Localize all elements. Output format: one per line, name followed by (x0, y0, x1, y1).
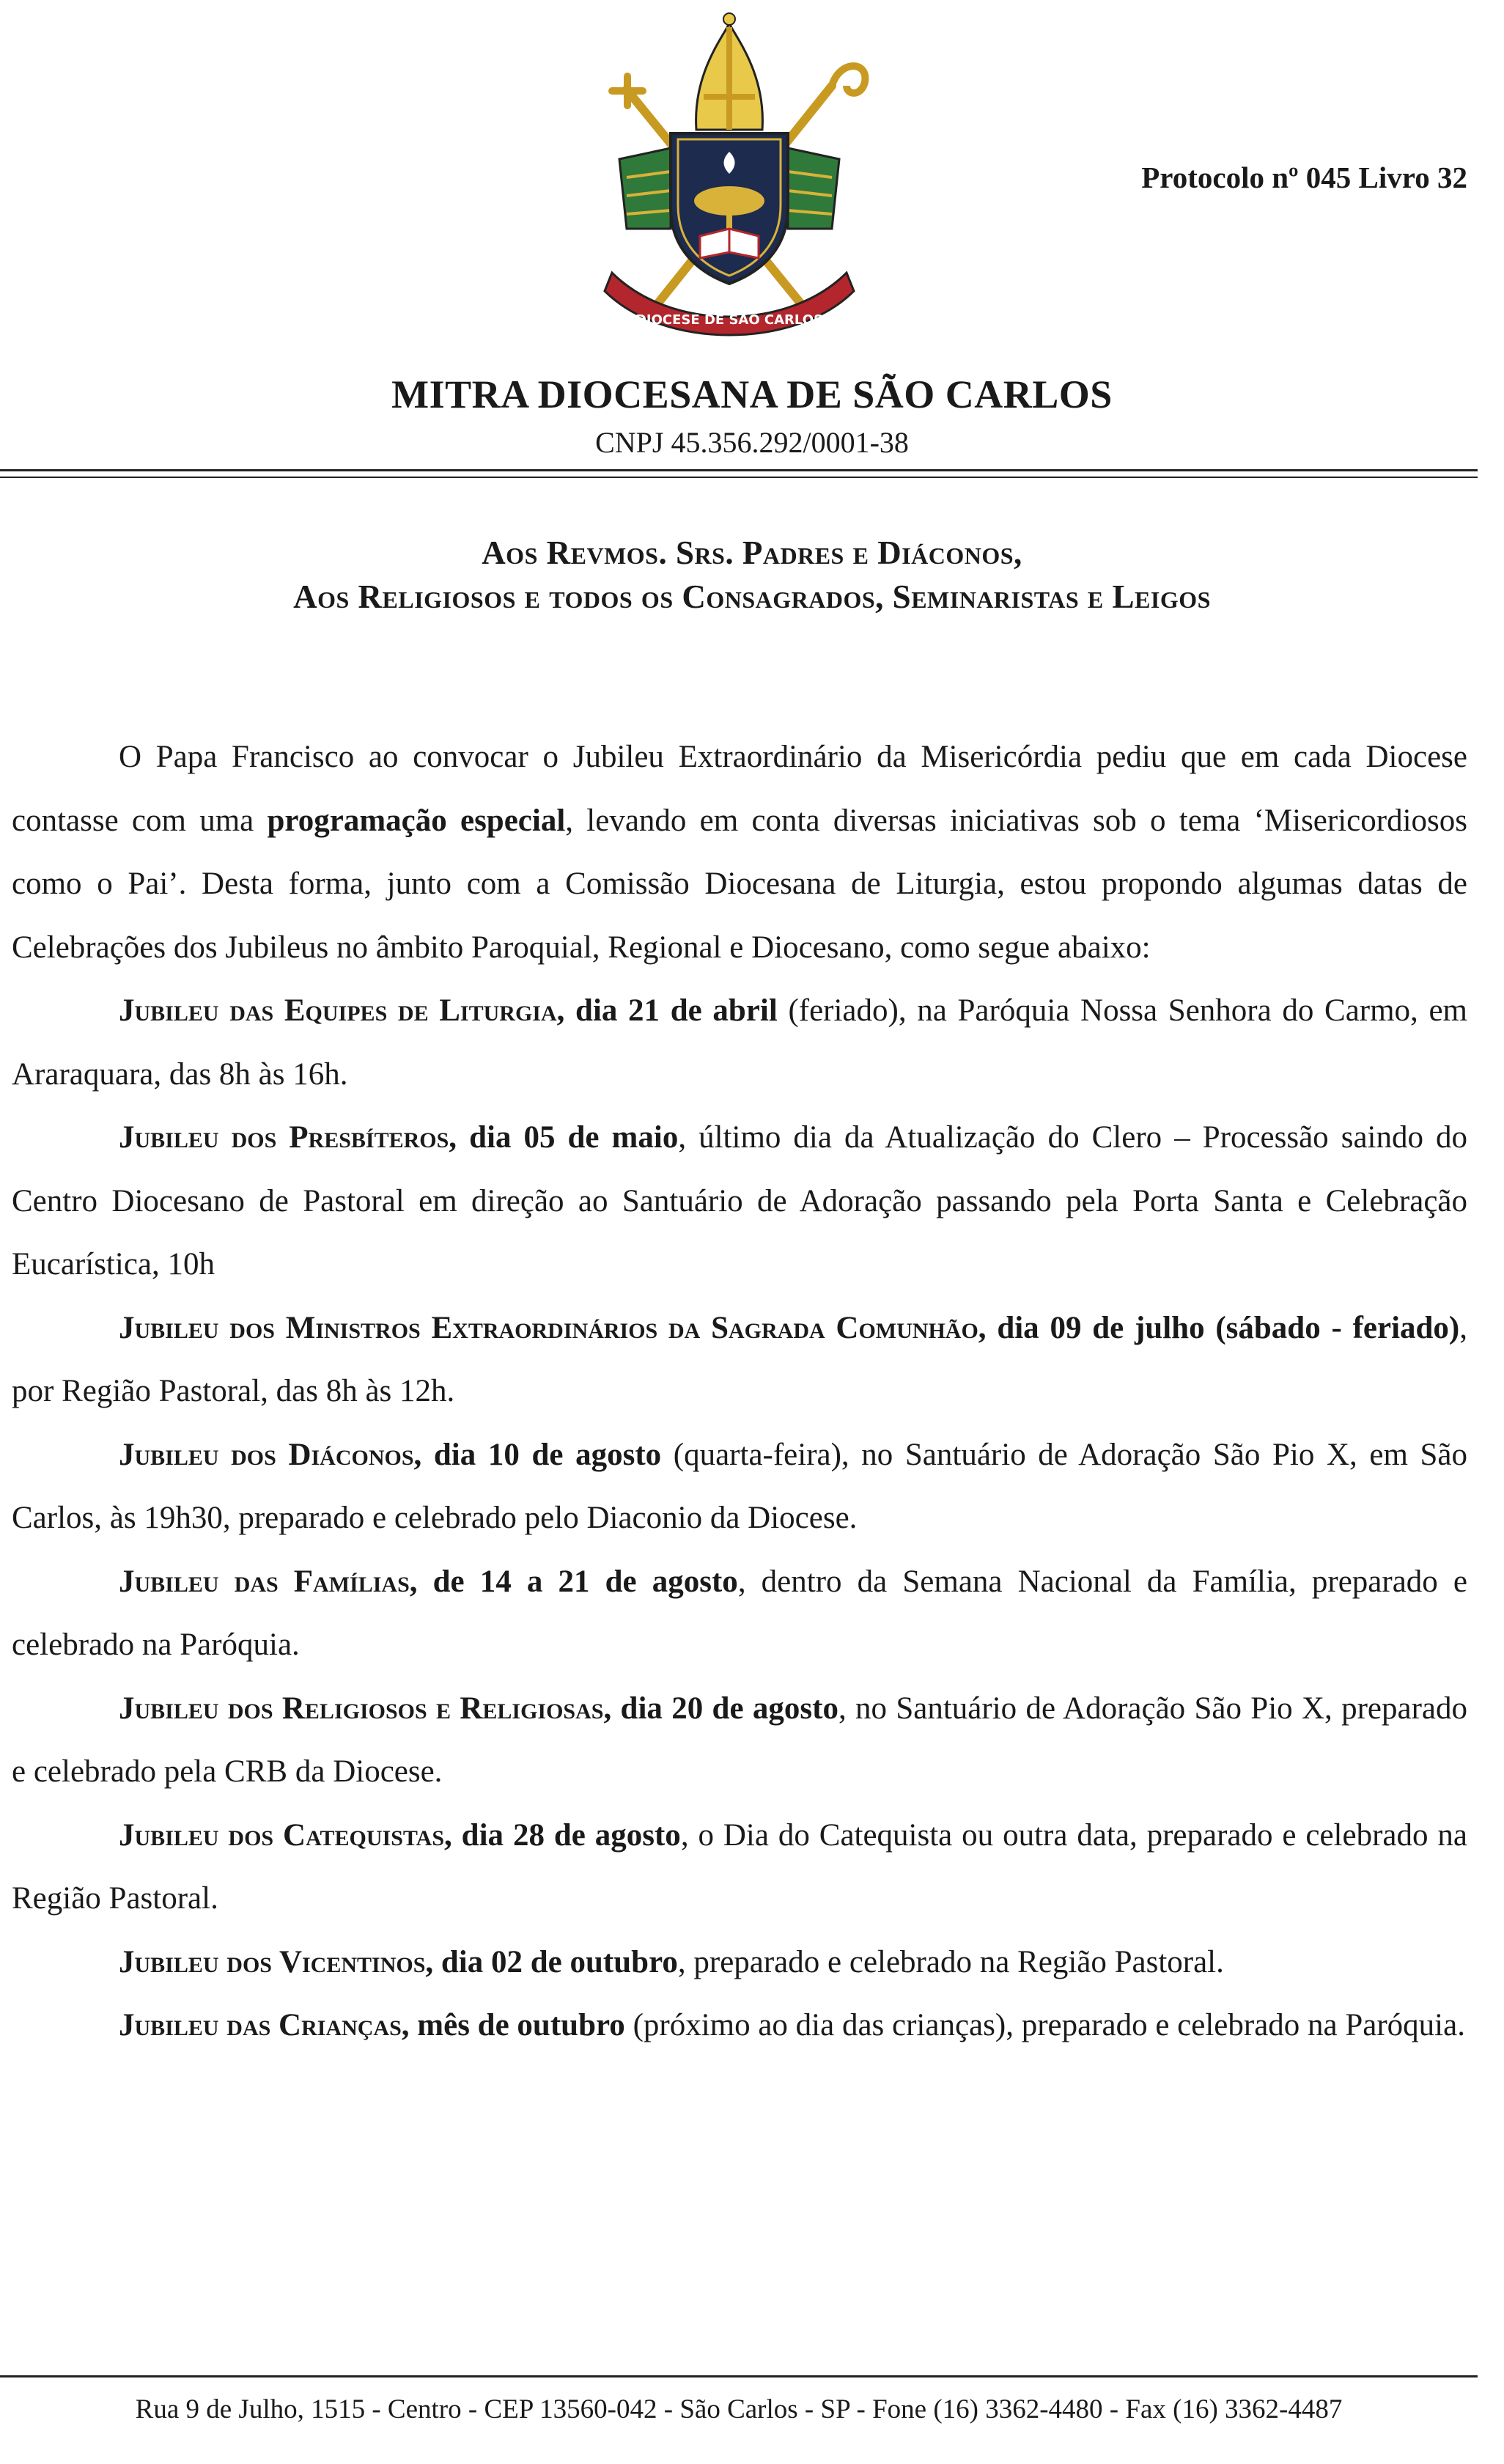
crest-ribbon-text: DIOCESE DE SÃO CARLOS (635, 312, 824, 328)
cnpj-number: CNPJ 45.356.292/0001-38 (595, 426, 909, 459)
jubilee-item (12, 1931, 1467, 1995)
jubilee-name: Jubileu dos Diáconos, (119, 1437, 422, 1472)
jubilee-item (12, 1424, 1467, 1551)
jubilee-item (12, 1994, 1467, 2058)
jubilee-date: dia 21 de abril (564, 993, 778, 1028)
addressee-line-2: Aos Religiosos e todos os Consagrados, Seminaristas e Leigos (293, 578, 1211, 615)
letter-body (12, 726, 1467, 2058)
jubilee-details: , preparado e celebrado na Região Pastoral. (677, 1944, 1224, 1979)
jubilee-date: dia 20 de agosto (611, 1691, 838, 1726)
jubilee-details: , o Dia do Catequista ou outra data, preparado e celebrado na Região Pastoral. (12, 1817, 1467, 1916)
jubilee-name: Jubileu dos Vicentinos, (119, 1944, 434, 1979)
intro-text-1: O Papa Francisco ao convocar o Jubileu Extraordinário da Misericórdia pediu que em cada Diocese contasse com uma (12, 740, 1467, 838)
intro-paragraph (12, 726, 1467, 979)
jubilee-date: de 14 a 21 de agosto (417, 1564, 738, 1599)
jubilee-details: (quarta-feira), no Santuário de Adoração São Pio X, em São Carlos, às 19h30, preparado e celebrado pelo Diaconio da Diocese. (12, 1437, 1468, 1535)
jubilee-item (12, 1677, 1467, 1804)
jubilee-date: dia 05 de maio (457, 1120, 679, 1155)
jubilee-name: Jubileu dos Ministros Extraordinários da Sagrada Comunhão, (119, 1310, 987, 1345)
jubilee-details: , dentro da Semana Nacional da Família, preparado e celebrado na Paróquia. (12, 1564, 1467, 1662)
jubilee-item (12, 979, 1467, 1106)
jubilee-item (12, 1106, 1467, 1297)
jubilee-date: mês de outubro (409, 2008, 625, 2042)
jubilee-details: , último dia da Atualização do Clero – Processão saindo do Centro Diocesano de Pastoral em direção ao Santuário de Adoração passando pela Porta Santa e Celebração Eucarística, 10h (12, 1120, 1468, 1281)
intro-text-2: , levando em conta diversas iniciativas sob o tema ‘Misericordiosos como o Pai’. Desta forma, junto com a Comissão Diocesana de Liturgia, estou propondo algumas datas de Celebrações dos Jubileus no âmbito Paroquial, Regional e Diocesano, como segue abaixo: (12, 803, 1467, 965)
addressee-line-1: Aos Revmos. Srs. Padres e Diáconos, (482, 534, 1022, 571)
jubilee-date: dia 28 de agosto (451, 1817, 681, 1853)
footer-address: Rua 9 de Julho, 1515 - Centro - CEP 13560-042 - São Carlos - SP - Fone (16) 3362-4480 - Fax (16) 3362-4487 (135, 2394, 1343, 2424)
jubilee-name: Jubileu das Crianças, (119, 2008, 410, 2042)
header-divider-inner (0, 477, 1478, 478)
jubilee-details: , por Região Pastoral, das 8h às 12h. (12, 1310, 1467, 1408)
jubilee-name: Jubileu das Famílias, (119, 1564, 418, 1599)
jubilee-date: dia 02 de outubro (433, 1944, 678, 1979)
page-title: MITRA DIOCESANA DE SÃO CARLOS (391, 372, 1113, 416)
diocese-crest-icon (583, 9, 876, 342)
jubilee-item (12, 1297, 1467, 1424)
jubilee-name: Jubileu dos Catequistas, (119, 1817, 452, 1853)
protocol-number: Protocolo nº 045 Livro 32 (1141, 161, 1467, 194)
jubilee-date: dia 09 de julho (sábado - feriado) (986, 1310, 1460, 1345)
jubilee-item (12, 1804, 1467, 1931)
jubilee-details: (feriado), na Paróquia Nossa Senhora do Carmo, em Araraquara, das 8h às 16h. (12, 993, 1467, 1092)
jubilee-date: dia 10 de agosto (421, 1437, 662, 1472)
jubilee-details: , no Santuário de Adoração São Pio X, preparado e celebrado pela CRB da Diocese. (12, 1691, 1468, 1789)
footer-divider (0, 2375, 1478, 2377)
jubilee-details: (próximo ao dia das crianças), preparado e celebrado na Paróquia. (624, 2008, 1465, 2042)
jubilee-name: Jubileu dos Presbíteros, (119, 1120, 457, 1155)
jubilee-item (12, 1551, 1467, 1677)
intro-highlight: programação especial (267, 803, 566, 838)
header-divider (0, 469, 1478, 471)
jubilee-name: Jubileu das Equipes de Liturgia, (119, 993, 565, 1028)
jubilee-name: Jubileu dos Religiosos e Religiosas, (119, 1691, 612, 1726)
